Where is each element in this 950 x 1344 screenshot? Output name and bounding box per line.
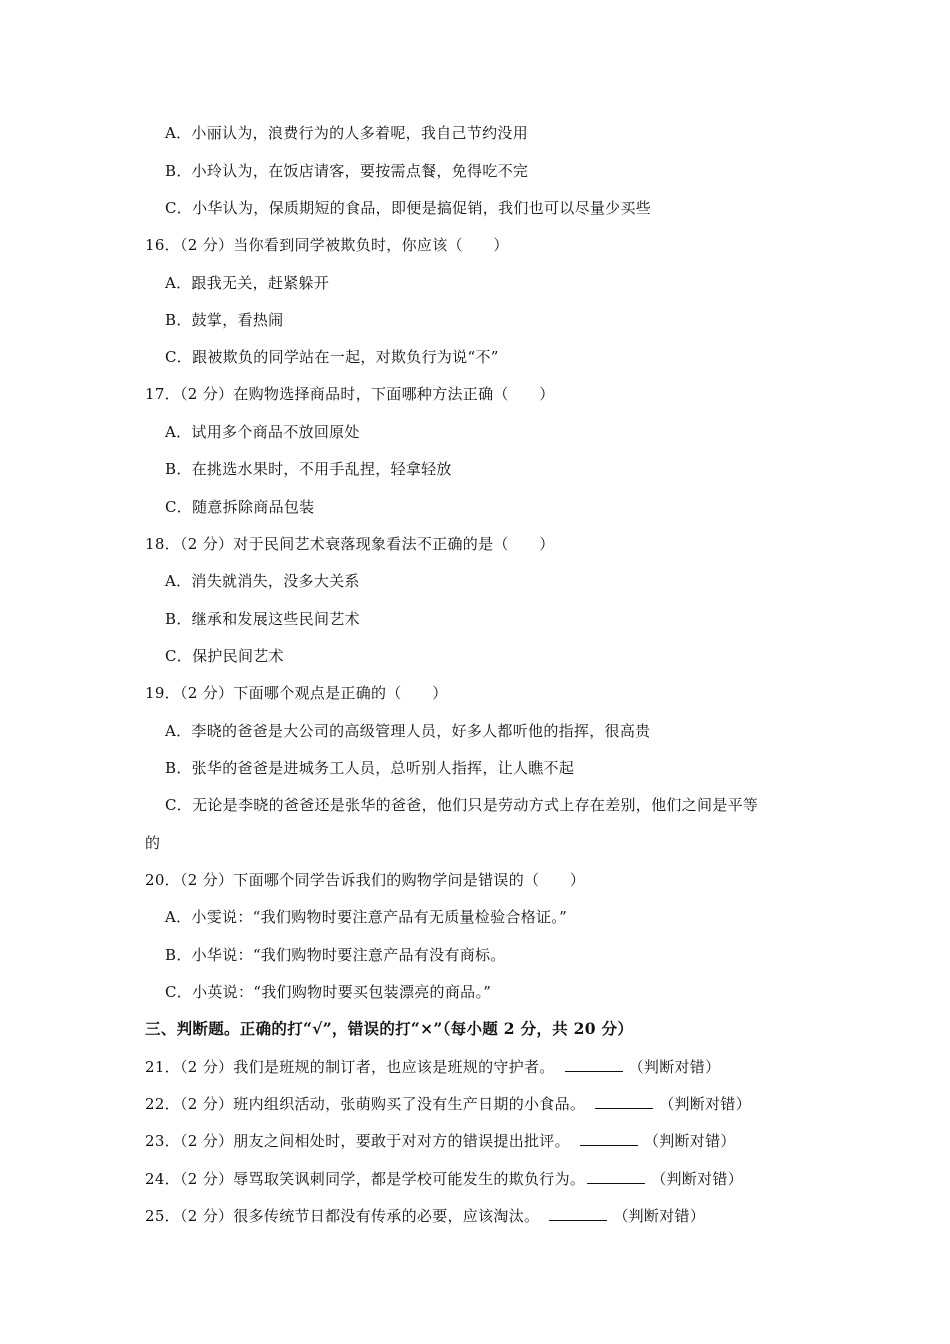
judgement-22 xyxy=(145,1092,825,1116)
judgement-21-suffix: （判断对错） xyxy=(628,1058,721,1076)
q19-option-c-wrap: 的 xyxy=(145,834,161,852)
q18-stem: 18．（2 分）对于民间艺术衰落现象看法不正确的是（ ） xyxy=(145,535,555,553)
q15-option-b: B．小玲认为，在饭店请客，要按需点餐，免得吃不完 xyxy=(165,162,529,180)
judgement-24-suffix: （判断对错） xyxy=(651,1170,744,1188)
q18-option-c: C．保护民间艺术 xyxy=(165,647,284,665)
q16-option-b: B．鼓掌，看热闹 xyxy=(165,311,284,329)
q20-option-c: C．小英说：“我们购物时要买包装漂亮的商品。” xyxy=(165,983,492,1001)
q18-option-a: A．消失就消失，没多大关系 xyxy=(165,572,360,590)
answer-blank-21[interactable] xyxy=(565,1055,623,1072)
q20-option-b: B．小华说：“我们购物时要注意产品有没有商标。 xyxy=(165,946,506,964)
answer-blank-22[interactable] xyxy=(595,1092,653,1109)
q15-option-c: C．小华认为，保质期短的食品，即便是搞促销，我们也可以尽量少买些 xyxy=(165,199,652,217)
answer-blank-25[interactable] xyxy=(549,1204,607,1221)
answer-blank-23[interactable] xyxy=(580,1129,638,1146)
q16-option-a: A．跟我无关，赶紧躲开 xyxy=(165,274,330,292)
judgement-23-suffix: （判断对错） xyxy=(643,1132,736,1150)
q20-stem: 20．（2 分）下面哪个同学告诉我们的购物学问是错误的（ ） xyxy=(145,871,586,889)
q19-option-a: A．李晓的爸爸是大公司的高级管理人员，好多人都听他的指挥，很高贵 xyxy=(165,722,651,740)
judgement-25 xyxy=(145,1204,825,1228)
q17-option-a: A．试用多个商品不放回原处 xyxy=(165,423,360,441)
q16-stem: 16．（2 分）当你看到同学被欺负时，你应该（ ） xyxy=(145,236,509,254)
section-3-heading: 三、判断题。正确的打“√”，错误的打“×”（每小题 2 分，共 20 分） xyxy=(145,1019,634,1038)
q17-option-b: B．在挑选水果时，不用手乱捏，轻拿轻放 xyxy=(165,460,452,478)
q18-option-b: B．继承和发展这些民间艺术 xyxy=(165,610,360,628)
judgement-23 xyxy=(145,1129,825,1153)
judgement-24-text: 24．（2 分）辱骂取笑讽刺同学，都是学校可能发生的欺负行为。 xyxy=(145,1170,586,1188)
judgement-22-suffix: （判断对错） xyxy=(659,1095,752,1113)
judgement-25-text: 25．（2 分）很多传统节日都没有传承的必要，应该淘汰。 xyxy=(145,1207,540,1225)
judgement-21-text: 21．（2 分）我们是班规的制订者，也应该是班规的守护者。 xyxy=(145,1058,555,1076)
q19-option-c: C．无论是李晓的爸爸还是张华的爸爸，他们只是劳动方式上存在差别，他们之间是平等 xyxy=(165,796,759,814)
q19-option-b: B．张华的爸爸是进城务工人员，总听别人指挥，让人瞧不起 xyxy=(165,759,575,777)
q16-option-c: C．跟被欺负的同学站在一起，对欺负行为说“不” xyxy=(165,348,499,366)
q20-option-a: A．小雯说：“我们购物时要注意产品有无质量检验合格证。” xyxy=(165,908,568,926)
q17-option-c: C．随意拆除商品包装 xyxy=(165,498,315,516)
answer-blank-24[interactable] xyxy=(587,1167,645,1184)
q15-option-a: A．小丽认为，浪费行为的人多着呢，我自己节约没用 xyxy=(165,124,529,142)
q19-stem: 19．（2 分）下面哪个观点是正确的（ ） xyxy=(145,684,448,702)
judgement-25-suffix: （判断对错） xyxy=(613,1207,706,1225)
judgement-22-text: 22．（2 分）班内组织活动，张萌购买了没有生产日期的小食品。 xyxy=(145,1095,586,1113)
judgement-21 xyxy=(145,1055,825,1079)
judgement-24 xyxy=(145,1167,825,1191)
judgement-23-text: 23．（2 分）朋友之间相处时，要敢于对对方的错误提出批评。 xyxy=(145,1132,570,1150)
q17-stem: 17．（2 分）在购物选择商品时，下面哪种方法正确（ ） xyxy=(145,385,555,403)
